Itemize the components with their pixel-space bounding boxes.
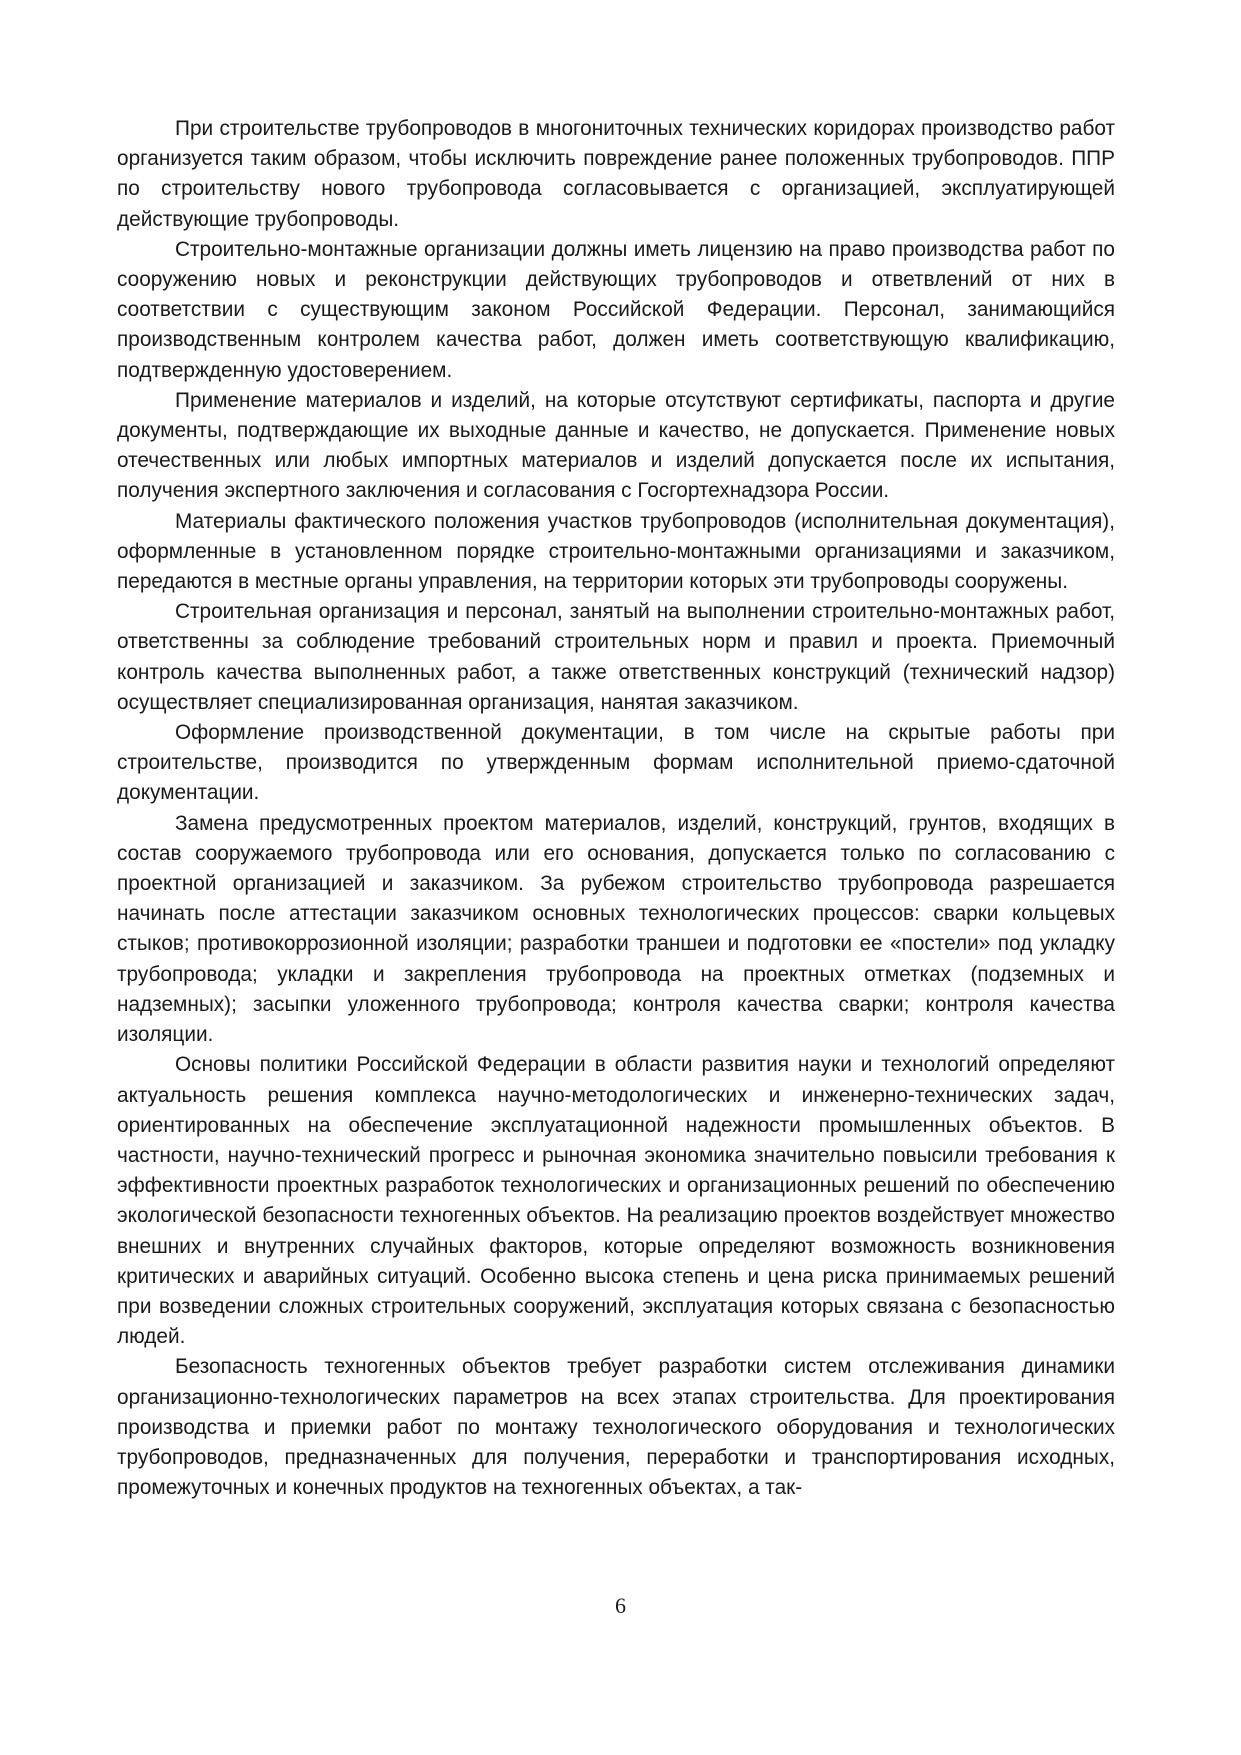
paragraph-7: Замена предусмотренных проектом материалов, изделий, конструкций, грунтов, входящих в состав сооружаемого трубопровода или его основания, допускается только по согласованию с проектной организацией и заказчиком. За рубежом строительство трубопровода разрешается начинать после аттестации заказчиком основных технологических процессов: сварки кольцевых стыков; противокоррозионной изоляции; разработки траншеи и подготовки ее «постели» под укладку трубопровода; укладки и закрепления трубопровода на проектных отметках (подземных и надземных); засыпки уложенного трубопровода; контроля качества сварки; контроля качества изоляции. [117,811,1115,1047]
paragraph-4: Материалы фактического положения участков трубопроводов (исполнительная документация), оформленные в установленном порядке строительно-монтажными организациями и заказчиком, передаются в местные органы управления, на территории которых эти трубопроводы сооружены. [117,509,1115,594]
paragraph-1: При строительстве трубопроводов в многониточных технических коридорах производство работ организуется таким образом, чтобы исключить повреждение ранее положенных трубопроводов. ППР по строительству нового трубопровода согласовывается с организацией, эксплуатирующей действующие трубопроводы. [117,117,1115,231]
paragraph-3: Применение материалов и изделий, на которые отсутствуют сертификаты, паспорта и другие документы, подтверждающие их выходные данные и качество, не допускается. Применение новых отечественных или любых импортных материалов и изделий допускается после их испытания, получения экспертного заключения и согласования с Госгортехнадзора России. [117,388,1115,503]
paragraph-5: Строительная организация и персонал, занятый на выполнении строительно-монтажных работ, ответственны за соблюдение требований строительных норм и правил и проекта. Приемочный контроль качества выполненных работ, а также ответственных конструкций (технический надзор) осуществляет специализированная организация, нанятая заказчиком. [117,600,1115,714]
paragraph-9: Безопасность техногенных объектов требует разработки систем отслеживания динамики организационно-технологических параметров на всех этапах строительства. Для проектирования производства и приемки работ по монтажу технологического оборудования и технологических трубопроводов, предназначенных для получения, переработки и транспортирования исходных, промежуточных и конечных продуктов на техногенных объектах, а так- [117,1355,1115,1500]
paragraph-8: Основы политики Российской Федерации в области развития науки и технологий определяют актуальность решения комплекса научно-методологических и инженерно-технических задач, ориентированных на обеспечение эксплуатационной надежности промышленных объектов. В частности, научно-технический прогресс и рыночная экономика значительно повысили требования к эффективности проектных разработок технологических и организационных решений по обеспечению экологической безопасности техногенных объектов. На реализацию проектов воздействует множество внешних и внутренних случайных факторов, которые определяют возможность возникновения критических и аварийных ситуаций. Особенно высока степень и цена риска принимаемых решений при возведении сложных строительных сооружений, эксплуатация которых связана с безопасностью людей. [117,1053,1115,1349]
paragraph-6: Оформление производственной документации, в том числе на скрытые работы при строительстве, производится по утвержденным формам исполнительной приемо-сдаточной документации. [117,721,1115,805]
paragraph-2: Строительно-монтажные организации должны иметь лицензию на право производства работ по сооружению новых и реконструкции действующих трубопроводов и ответвлений от них в соответствии с существующим законом Российской Федерации. Персонал, занимающийся производственным контролем качества работ, должен иметь соответствующую квалификацию, подтвержденную удостоверением. [117,237,1115,382]
page-number: 6 [615,1593,626,1618]
body-text [117,114,1115,1503]
